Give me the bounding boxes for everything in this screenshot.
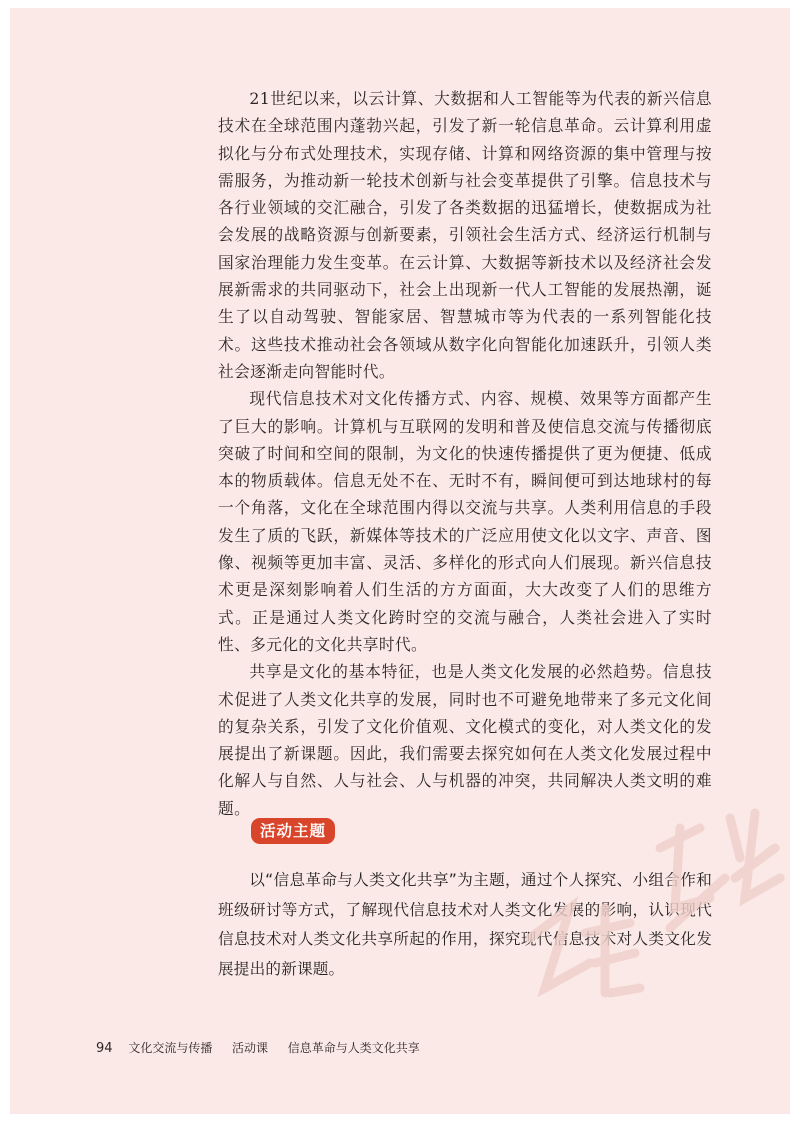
paragraph-2: 现代信息技术对文化传播方式、内容、规模、效果等方面都产生了巨大的影响。计算机与互联网的发明和普及使信息交流与传播彻底突破了时间和空间的限制，为文化的快速传播提供了更为便捷、低成本的物质载体。信息无处不在、无时不有，瞬间便可到达地球村的每一个角落，文化在全球范围内得以交流与共享。人类利用信息的手段发生了质的飞跃，新媒体等技术的广泛应用使文化以文字、声音、图像、视频等更加丰富、灵活、多样化的形式向人们展现。新兴信息技术更是深刻影响着人们生活的方方面面，大大改变了人们的思维方式。正是通过人类文化跨时空的交流与融合，人类社会进入了实时性、多元化的文化共享时代。 [218, 389, 712, 654]
footer-book-title: 文化交流与传播 [128, 1041, 213, 1055]
footer-unit: 活动课 [232, 1041, 269, 1055]
section-heading-badge: 活动主题 [251, 818, 335, 844]
paragraph-3: 共享是文化的基本特征，也是人类文化发展的必然趋势。信息技术促进了人类文化共享的发展，同时也不可避免地带来了多元文化间的复杂关系，引发了文化价值观、文化模式的变化，对人类文化的发展提出了新课题。因此，我们需要去探究如何在人类文化发展过程中化解人与自然、人与社会、人与机器的冲突，共同解决人类文明的难题。 [218, 662, 712, 818]
page-footer [96, 1039, 420, 1056]
paragraph-1: 21世纪以来，以云计算、大数据和人工智能等为代表的新兴信息技术在全球范围内蓬勃兴起，引发了新一轮信息革命。云计算利用虚拟化与分布式处理技术，实现存储、计算和网络资源的集中管理与按需服务，为推动新一轮技术创新与社会变革提供了引擎。信息技术与各行业领域的交汇融合，引发了各类数据的迅猛增长，使数据成为社会发展的战略资源与创新要素，引领社会生活方式、经济运行机制与国家治理能力发生变革。在云计算、大数据等新技术以及经济社会发展新需求的共同驱动下，社会上出现新一代人工智能的发展热潮，诞生了以自动驾驶、智能家居、智慧城市等为代表的一系列智能化技术。这些技术推动社会各领域从数字化向智能化加速跃升，引领人类社会逐渐走向智能时代。 [218, 89, 712, 381]
page [10, 8, 790, 1114]
footer-chapter-title: 信息革命与人类文化共享 [287, 1041, 420, 1055]
theme-paragraph: 以“信息革命与人类文化共享”为主题，通过个人探究、小组合作和班级研讨等方式，了解现代信息技术对人类文化发展的影响，认识现代信息技术对人类文化共享所起的作用，探究现代信息技术对人类文化发展提出的新课题。 [218, 871, 712, 978]
page-number: 94 [96, 1041, 113, 1056]
theme-text [218, 866, 712, 984]
intro-text [218, 85, 712, 822]
